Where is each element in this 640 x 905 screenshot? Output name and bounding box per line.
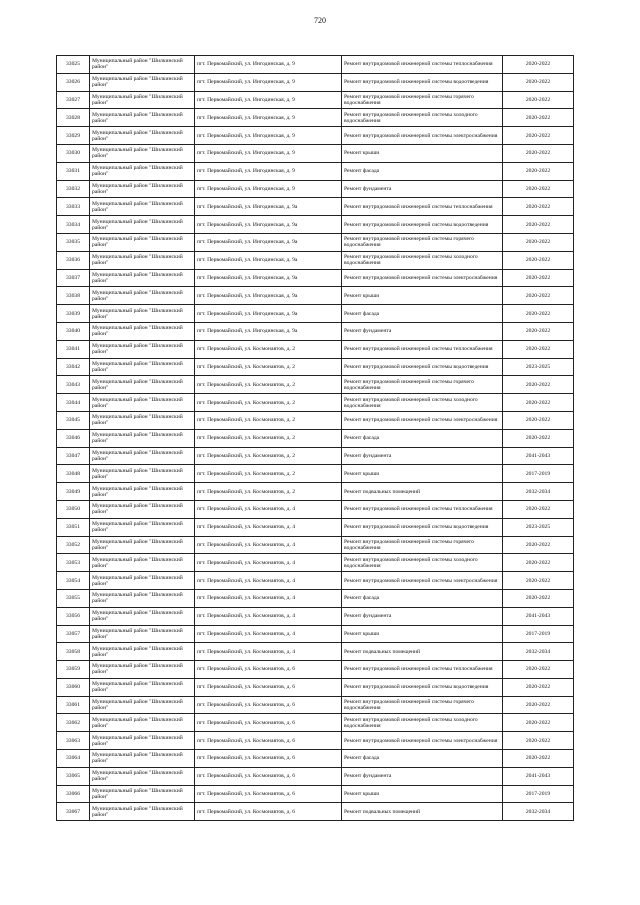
work-type-cell: Ремонт внутридомовой инженерной системы электроснабжения bbox=[342, 732, 503, 750]
period-cell: 2041-2043 bbox=[503, 447, 574, 465]
work-type-cell: Ремонт внутридомовой инженерной системы водоотведения bbox=[342, 678, 503, 696]
address-cell: пгт. Первомайский, ул. Ингодинская, д. 9а bbox=[195, 287, 342, 305]
table-row bbox=[57, 340, 574, 358]
municipality-cell: Муниципальный район "Шилкинский район" bbox=[90, 643, 195, 661]
address-cell: пгт. Первомайский, ул. Космонавтов, д. 2 bbox=[195, 340, 342, 358]
period-cell: 2023-2025 bbox=[503, 518, 574, 536]
municipality-cell: Муниципальный район "Шилкинский район" bbox=[90, 127, 195, 145]
municipality-cell: Муниципальный район "Шилкинский район" bbox=[90, 144, 195, 162]
municipality-cell: Муниципальный район "Шилкинский район" bbox=[90, 572, 195, 590]
municipality-cell: Муниципальный район "Шилкинский район" bbox=[90, 607, 195, 625]
table-row bbox=[57, 162, 574, 180]
table-row bbox=[57, 554, 574, 572]
work-type-cell: Ремонт внутридомовой инженерной системы электроснабжения bbox=[342, 269, 503, 287]
work-type-cell: Ремонт фасада bbox=[342, 162, 503, 180]
address-cell: пгт. Первомайский, ул. Ингодинская, д. 9а bbox=[195, 216, 342, 234]
work-type-cell: Ремонт крыши bbox=[342, 287, 503, 305]
work-type-cell: Ремонт внутридомовой инженерной системы водоотведения bbox=[342, 518, 503, 536]
work-type-cell: Ремонт подвальных помещений bbox=[342, 803, 503, 821]
table-row bbox=[57, 233, 574, 251]
work-type-cell: Ремонт фундамента bbox=[342, 447, 503, 465]
municipality-cell: Муниципальный район "Шилкинский район" bbox=[90, 91, 195, 109]
work-type-cell: Ремонт внутридомовой инженерной системы электроснабжения bbox=[342, 572, 503, 590]
address-cell: пгт. Первомайский, ул. Ингодинская, д. 9а bbox=[195, 251, 342, 269]
row-number: 33029 bbox=[57, 127, 90, 145]
period-cell: 2017-2019 bbox=[503, 465, 574, 483]
period-cell: 2020-2022 bbox=[503, 180, 574, 198]
work-type-cell: Ремонт крыши bbox=[342, 625, 503, 643]
municipality-cell: Муниципальный район "Шилкинский район" bbox=[90, 216, 195, 234]
row-number: 33045 bbox=[57, 411, 90, 429]
row-number: 33036 bbox=[57, 251, 90, 269]
table-row bbox=[57, 536, 574, 554]
period-cell: 2032-2034 bbox=[503, 643, 574, 661]
address-cell: пгт. Первомайский, ул. Космонавтов, д. 4 bbox=[195, 518, 342, 536]
period-cell: 2020-2022 bbox=[503, 144, 574, 162]
municipality-cell: Муниципальный район "Шилкинский район" bbox=[90, 322, 195, 340]
work-type-cell: Ремонт фасада bbox=[342, 750, 503, 768]
work-type-cell: Ремонт внутридомовой инженерной системы холодного водоснабжения bbox=[342, 714, 503, 732]
row-number: 33030 bbox=[57, 144, 90, 162]
period-cell: 2041-2043 bbox=[503, 607, 574, 625]
table-row bbox=[57, 447, 574, 465]
table-row bbox=[57, 750, 574, 768]
table-row bbox=[57, 607, 574, 625]
work-type-cell: Ремонт крыши bbox=[342, 144, 503, 162]
table-row bbox=[57, 56, 574, 74]
period-cell: 2020-2022 bbox=[503, 589, 574, 607]
period-cell: 2020-2022 bbox=[503, 678, 574, 696]
address-cell: пгт. Первомайский, ул. Космонавтов, д. 4 bbox=[195, 554, 342, 572]
municipality-cell: Муниципальный район "Шилкинский район" bbox=[90, 394, 195, 412]
address-cell: пгт. Первомайский, ул. Ингодинская, д. 9а bbox=[195, 233, 342, 251]
municipality-cell: Муниципальный район "Шилкинский район" bbox=[90, 376, 195, 394]
row-number: 33053 bbox=[57, 554, 90, 572]
period-cell: 2020-2022 bbox=[503, 109, 574, 127]
address-cell: пгт. Первомайский, ул. Ингодинская, д. 9 bbox=[195, 91, 342, 109]
municipality-cell: Муниципальный район "Шилкинский район" bbox=[90, 447, 195, 465]
municipality-cell: Муниципальный район "Шилкинский район" bbox=[90, 554, 195, 572]
address-cell: пгт. Первомайский, ул. Космонавтов, д. 6 bbox=[195, 750, 342, 768]
municipality-cell: Муниципальный район "Шилкинский район" bbox=[90, 714, 195, 732]
row-number: 33062 bbox=[57, 714, 90, 732]
period-cell: 2017-2019 bbox=[503, 785, 574, 803]
address-cell: пгт. Первомайский, ул. Космонавтов, д. 4 bbox=[195, 536, 342, 554]
period-cell: 2020-2022 bbox=[503, 162, 574, 180]
address-cell: пгт. Первомайский, ул. Ингодинская, д. 9а bbox=[195, 198, 342, 216]
address-cell: пгт. Первомайский, ул. Космонавтов, д. 6 bbox=[195, 714, 342, 732]
municipality-cell: Муниципальный район "Шилкинский район" bbox=[90, 251, 195, 269]
row-number: 33056 bbox=[57, 607, 90, 625]
municipality-cell: Муниципальный район "Шилкинский район" bbox=[90, 287, 195, 305]
table-row bbox=[57, 269, 574, 287]
table-row bbox=[57, 287, 574, 305]
work-type-cell: Ремонт внутридомовой инженерной системы горячего водоснабжения bbox=[342, 696, 503, 714]
period-cell: 2020-2022 bbox=[503, 73, 574, 91]
address-cell: пгт. Первомайский, ул. Космонавтов, д. 4 bbox=[195, 643, 342, 661]
table-row bbox=[57, 198, 574, 216]
table-row bbox=[57, 785, 574, 803]
period-cell: 2020-2022 bbox=[503, 91, 574, 109]
municipality-cell: Муниципальный район "Шилкинский район" bbox=[90, 411, 195, 429]
period-cell: 2020-2022 bbox=[503, 198, 574, 216]
row-number: 33059 bbox=[57, 661, 90, 679]
repair-schedule-table bbox=[56, 55, 574, 821]
table-row bbox=[57, 696, 574, 714]
municipality-cell: Муниципальный район "Шилкинский район" bbox=[90, 56, 195, 74]
work-type-cell: Ремонт крыши bbox=[342, 465, 503, 483]
row-number: 33028 bbox=[57, 109, 90, 127]
row-number: 33067 bbox=[57, 803, 90, 821]
address-cell: пгт. Первомайский, ул. Космонавтов, д. 2 bbox=[195, 358, 342, 376]
work-type-cell: Ремонт внутридомовой инженерной системы холодного водоснабжения bbox=[342, 251, 503, 269]
address-cell: пгт. Первомайский, ул. Космонавтов, д. 4 bbox=[195, 572, 342, 590]
table-row bbox=[57, 465, 574, 483]
address-cell: пгт. Первомайский, ул. Космонавтов, д. 4 bbox=[195, 589, 342, 607]
row-number: 33044 bbox=[57, 394, 90, 412]
table-row bbox=[57, 358, 574, 376]
address-cell: пгт. Первомайский, ул. Космонавтов, д. 2 bbox=[195, 465, 342, 483]
row-number: 33057 bbox=[57, 625, 90, 643]
table-row bbox=[57, 109, 574, 127]
municipality-cell: Муниципальный район "Шилкинский район" bbox=[90, 785, 195, 803]
municipality-cell: Муниципальный район "Шилкинский район" bbox=[90, 162, 195, 180]
table-row bbox=[57, 589, 574, 607]
work-type-cell: Ремонт фундамента bbox=[342, 767, 503, 785]
period-cell: 2020-2022 bbox=[503, 340, 574, 358]
address-cell: пгт. Первомайский, ул. Космонавтов, д. 4 bbox=[195, 500, 342, 518]
period-cell: 2020-2022 bbox=[503, 287, 574, 305]
work-type-cell: Ремонт внутридомовой инженерной системы теплоснабжения bbox=[342, 56, 503, 74]
row-number: 33064 bbox=[57, 750, 90, 768]
table-row bbox=[57, 251, 574, 269]
municipality-cell: Муниципальный район "Шилкинский район" bbox=[90, 536, 195, 554]
row-number: 33052 bbox=[57, 536, 90, 554]
table-row bbox=[57, 127, 574, 145]
table-row bbox=[57, 518, 574, 536]
row-number: 33048 bbox=[57, 465, 90, 483]
address-cell: пгт. Первомайский, ул. Ингодинская, д. 9 bbox=[195, 73, 342, 91]
table-row bbox=[57, 661, 574, 679]
work-type-cell: Ремонт внутридомовой инженерной системы холодного водоснабжения bbox=[342, 394, 503, 412]
address-cell: пгт. Первомайский, ул. Космонавтов, д. 2 bbox=[195, 429, 342, 447]
row-number: 33061 bbox=[57, 696, 90, 714]
row-number: 33050 bbox=[57, 500, 90, 518]
municipality-cell: Муниципальный район "Шилкинский район" bbox=[90, 269, 195, 287]
address-cell: пгт. Первомайский, ул. Космонавтов, д. 6 bbox=[195, 661, 342, 679]
work-type-cell: Ремонт подвальных помещений bbox=[342, 643, 503, 661]
period-cell: 2020-2022 bbox=[503, 127, 574, 145]
work-type-cell: Ремонт фасада bbox=[342, 589, 503, 607]
work-type-cell: Ремонт внутридомовой инженерной системы водоотведения bbox=[342, 73, 503, 91]
work-type-cell: Ремонт внутридомовой инженерной системы теплоснабжения bbox=[342, 198, 503, 216]
municipality-cell: Муниципальный район "Шилкинский район" bbox=[90, 198, 195, 216]
period-cell: 2020-2022 bbox=[503, 536, 574, 554]
address-cell: пгт. Первомайский, ул. Космонавтов, д. 4 bbox=[195, 607, 342, 625]
address-cell: пгт. Первомайский, ул. Ингодинская, д. 9а bbox=[195, 322, 342, 340]
row-number: 33039 bbox=[57, 305, 90, 323]
municipality-cell: Муниципальный район "Шилкинский район" bbox=[90, 483, 195, 501]
municipality-cell: Муниципальный район "Шилкинский район" bbox=[90, 305, 195, 323]
work-type-cell: Ремонт фасада bbox=[342, 429, 503, 447]
row-number: 33065 bbox=[57, 767, 90, 785]
municipality-cell: Муниципальный район "Шилкинский район" bbox=[90, 625, 195, 643]
period-cell: 2020-2022 bbox=[503, 696, 574, 714]
municipality-cell: Муниципальный район "Шилкинский район" bbox=[90, 750, 195, 768]
table-row bbox=[57, 144, 574, 162]
municipality-cell: Муниципальный район "Шилкинский район" bbox=[90, 589, 195, 607]
address-cell: пгт. Первомайский, ул. Космонавтов, д. 6 bbox=[195, 678, 342, 696]
row-number: 33047 bbox=[57, 447, 90, 465]
municipality-cell: Муниципальный район "Шилкинский район" bbox=[90, 73, 195, 91]
table-row bbox=[57, 429, 574, 447]
work-type-cell: Ремонт внутридомовой инженерной системы теплоснабжения bbox=[342, 340, 503, 358]
municipality-cell: Муниципальный район "Шилкинский район" bbox=[90, 500, 195, 518]
period-cell: 2020-2022 bbox=[503, 411, 574, 429]
address-cell: пгт. Первомайский, ул. Космонавтов, д. 6 bbox=[195, 767, 342, 785]
row-number: 33046 bbox=[57, 429, 90, 447]
address-cell: пгт. Первомайский, ул. Космонавтов, д. 2 bbox=[195, 394, 342, 412]
work-type-cell: Ремонт внутридомовой инженерной системы теплоснабжения bbox=[342, 661, 503, 679]
work-type-cell: Ремонт внутридомовой инженерной системы электроснабжения bbox=[342, 411, 503, 429]
work-type-cell: Ремонт внутридомовой инженерной системы водоотведения bbox=[342, 358, 503, 376]
period-cell: 2017-2019 bbox=[503, 625, 574, 643]
address-cell: пгт. Первомайский, ул. Космонавтов, д. 6 bbox=[195, 785, 342, 803]
table-row bbox=[57, 625, 574, 643]
address-cell: пгт. Первомайский, ул. Космонавтов, д. 4 bbox=[195, 625, 342, 643]
row-number: 33033 bbox=[57, 198, 90, 216]
row-number: 33026 bbox=[57, 73, 90, 91]
table-row bbox=[57, 216, 574, 234]
row-number: 33060 bbox=[57, 678, 90, 696]
row-number: 33049 bbox=[57, 483, 90, 501]
address-cell: пгт. Первомайский, ул. Космонавтов, д. 6 bbox=[195, 803, 342, 821]
municipality-cell: Муниципальный район "Шилкинский район" bbox=[90, 109, 195, 127]
address-cell: пгт. Первомайский, ул. Космонавтов, д. 6 bbox=[195, 732, 342, 750]
work-type-cell: Ремонт внутридомовой инженерной системы холодного водоснабжения bbox=[342, 109, 503, 127]
row-number: 33035 bbox=[57, 233, 90, 251]
period-cell: 2020-2022 bbox=[503, 394, 574, 412]
address-cell: пгт. Первомайский, ул. Космонавтов, д. 2 bbox=[195, 447, 342, 465]
table-row bbox=[57, 180, 574, 198]
row-number: 33054 bbox=[57, 572, 90, 590]
work-type-cell: Ремонт внутридомовой инженерной системы горячего водоснабжения bbox=[342, 233, 503, 251]
municipality-cell: Муниципальный район "Шилкинский район" bbox=[90, 661, 195, 679]
period-cell: 2020-2022 bbox=[503, 554, 574, 572]
row-number: 33041 bbox=[57, 340, 90, 358]
row-number: 33063 bbox=[57, 732, 90, 750]
table-row bbox=[57, 767, 574, 785]
work-type-cell: Ремонт внутридомовой инженерной системы горячего водоснабжения bbox=[342, 376, 503, 394]
row-number: 33038 bbox=[57, 287, 90, 305]
table-body bbox=[57, 56, 574, 821]
period-cell: 2020-2022 bbox=[503, 233, 574, 251]
work-type-cell: Ремонт фундамента bbox=[342, 607, 503, 625]
period-cell: 2020-2022 bbox=[503, 216, 574, 234]
period-cell: 2020-2022 bbox=[503, 376, 574, 394]
municipality-cell: Муниципальный район "Шилкинский район" bbox=[90, 465, 195, 483]
row-number: 33055 bbox=[57, 589, 90, 607]
work-type-cell: Ремонт крыши bbox=[342, 785, 503, 803]
table-row bbox=[57, 73, 574, 91]
address-cell: пгт. Первомайский, ул. Космонавтов, д. 2 bbox=[195, 376, 342, 394]
period-cell: 2020-2022 bbox=[503, 305, 574, 323]
address-cell: пгт. Первомайский, ул. Ингодинская, д. 9 bbox=[195, 162, 342, 180]
work-type-cell: Ремонт подвальных помещений bbox=[342, 483, 503, 501]
table-row bbox=[57, 732, 574, 750]
row-number: 33042 bbox=[57, 358, 90, 376]
municipality-cell: Муниципальный район "Шилкинский район" bbox=[90, 767, 195, 785]
period-cell: 2023-2025 bbox=[503, 358, 574, 376]
address-cell: пгт. Первомайский, ул. Ингодинская, д. 9а bbox=[195, 305, 342, 323]
row-number: 33051 bbox=[57, 518, 90, 536]
row-number: 33032 bbox=[57, 180, 90, 198]
table-row bbox=[57, 376, 574, 394]
address-cell: пгт. Первомайский, ул. Ингодинская, д. 9а bbox=[195, 269, 342, 287]
work-type-cell: Ремонт внутридомовой инженерной системы теплоснабжения bbox=[342, 500, 503, 518]
row-number: 33031 bbox=[57, 162, 90, 180]
municipality-cell: Муниципальный район "Шилкинский район" bbox=[90, 518, 195, 536]
row-number: 33066 bbox=[57, 785, 90, 803]
address-cell: пгт. Первомайский, ул. Ингодинская, д. 9 bbox=[195, 180, 342, 198]
row-number: 33043 bbox=[57, 376, 90, 394]
period-cell: 2032-2034 bbox=[503, 803, 574, 821]
table-row bbox=[57, 500, 574, 518]
address-cell: пгт. Первомайский, ул. Ингодинская, д. 9 bbox=[195, 109, 342, 127]
row-number: 33037 bbox=[57, 269, 90, 287]
row-number: 33027 bbox=[57, 91, 90, 109]
work-type-cell: Ремонт внутридомовой инженерной системы электроснабжения bbox=[342, 127, 503, 145]
table-row bbox=[57, 394, 574, 412]
period-cell: 2020-2022 bbox=[503, 269, 574, 287]
period-cell: 2020-2022 bbox=[503, 56, 574, 74]
municipality-cell: Муниципальный район "Шилкинский район" bbox=[90, 696, 195, 714]
municipality-cell: Муниципальный район "Шилкинский район" bbox=[90, 180, 195, 198]
table-row bbox=[57, 714, 574, 732]
period-cell: 2020-2022 bbox=[503, 500, 574, 518]
period-cell: 2020-2022 bbox=[503, 572, 574, 590]
work-type-cell: Ремонт фундамента bbox=[342, 322, 503, 340]
row-number: 33034 bbox=[57, 216, 90, 234]
municipality-cell: Муниципальный район "Шилкинский район" bbox=[90, 678, 195, 696]
municipality-cell: Муниципальный район "Шилкинский район" bbox=[90, 429, 195, 447]
address-cell: пгт. Первомайский, ул. Ингодинская, д. 9 bbox=[195, 144, 342, 162]
table-row bbox=[57, 803, 574, 821]
page-number: 720 bbox=[314, 16, 326, 25]
table-row bbox=[57, 322, 574, 340]
municipality-cell: Муниципальный район "Шилкинский район" bbox=[90, 732, 195, 750]
address-cell: пгт. Первомайский, ул. Космонавтов, д. 6 bbox=[195, 696, 342, 714]
work-type-cell: Ремонт внутридомовой инженерной системы горячего водоснабжения bbox=[342, 91, 503, 109]
period-cell: 2020-2022 bbox=[503, 251, 574, 269]
period-cell: 2020-2022 bbox=[503, 750, 574, 768]
table-row bbox=[57, 483, 574, 501]
table-row bbox=[57, 572, 574, 590]
period-cell: 2020-2022 bbox=[503, 714, 574, 732]
work-type-cell: Ремонт внутридомовой инженерной системы горячего водоснабжения bbox=[342, 536, 503, 554]
table-row bbox=[57, 305, 574, 323]
row-number: 33058 bbox=[57, 643, 90, 661]
table-row bbox=[57, 411, 574, 429]
row-number: 33025 bbox=[57, 56, 90, 74]
period-cell: 2032-2034 bbox=[503, 483, 574, 501]
address-cell: пгт. Первомайский, ул. Ингодинская, д. 9 bbox=[195, 56, 342, 74]
address-cell: пгт. Первомайский, ул. Ингодинская, д. 9 bbox=[195, 127, 342, 145]
row-number: 33040 bbox=[57, 322, 90, 340]
period-cell: 2020-2022 bbox=[503, 661, 574, 679]
municipality-cell: Муниципальный район "Шилкинский район" bbox=[90, 803, 195, 821]
table-row bbox=[57, 643, 574, 661]
period-cell: 2020-2022 bbox=[503, 429, 574, 447]
work-type-cell: Ремонт фундамента bbox=[342, 180, 503, 198]
period-cell: 2020-2022 bbox=[503, 322, 574, 340]
address-cell: пгт. Первомайский, ул. Космонавтов, д. 2 bbox=[195, 411, 342, 429]
period-cell: 2020-2022 bbox=[503, 732, 574, 750]
municipality-cell: Муниципальный район "Шилкинский район" bbox=[90, 233, 195, 251]
table-row bbox=[57, 91, 574, 109]
work-type-cell: Ремонт внутридомовой инженерной системы водоотведения bbox=[342, 216, 503, 234]
municipality-cell: Муниципальный район "Шилкинский район" bbox=[90, 340, 195, 358]
table-row bbox=[57, 678, 574, 696]
period-cell: 2041-2043 bbox=[503, 767, 574, 785]
municipality-cell: Муниципальный район "Шилкинский район" bbox=[90, 358, 195, 376]
address-cell: пгт. Первомайский, ул. Космонавтов, д. 2 bbox=[195, 483, 342, 501]
work-type-cell: Ремонт внутридомовой инженерной системы холодного водоснабжения bbox=[342, 554, 503, 572]
work-type-cell: Ремонт фасада bbox=[342, 305, 503, 323]
